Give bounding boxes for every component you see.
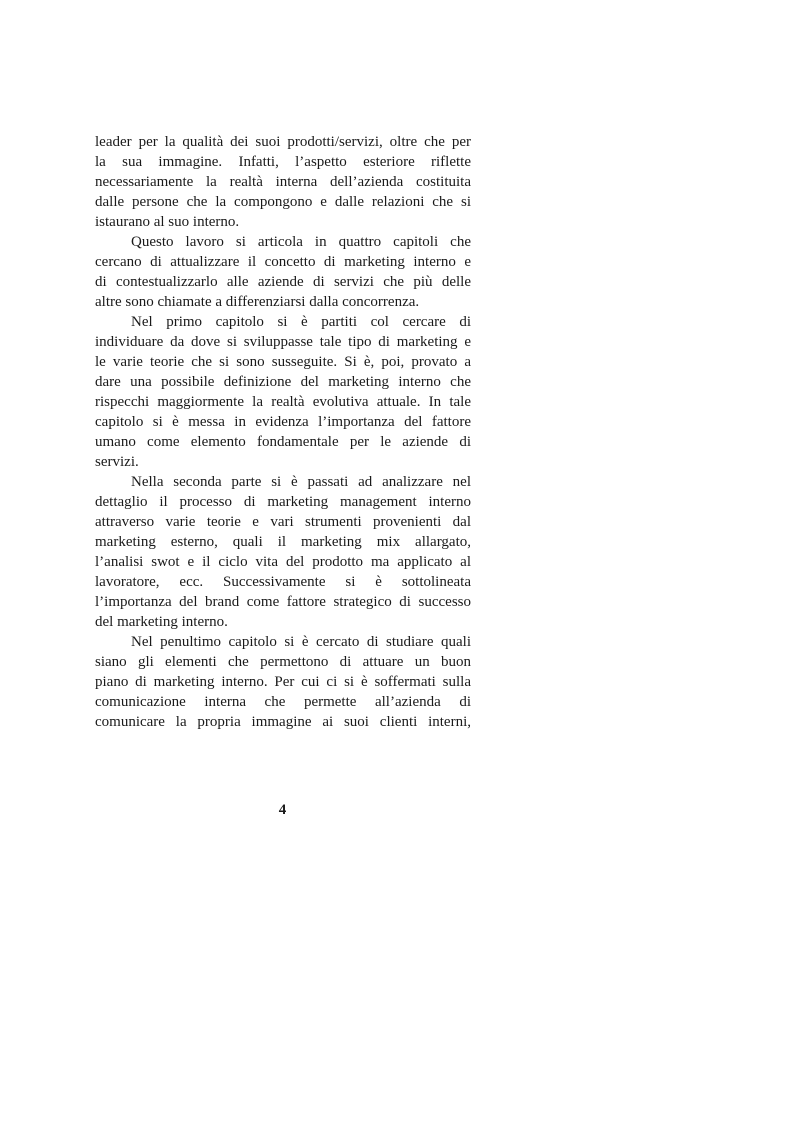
text-line: capitolo si è messa in evidenza l’importanza del fattore [95, 414, 471, 430]
text-line: marketing esterno, quali il marketing mix allargato, [95, 534, 471, 550]
text-line: altre sono chiamate a differenziarsi dalla concorrenza. [95, 294, 420, 310]
text-line: di contestualizzarlo alle aziende di servizi che più delle [95, 274, 471, 290]
text-line: Nel primo capitolo si è partiti col cercare di [131, 314, 471, 330]
text-line: cercano di attualizzare il concetto di marketing interno e [95, 254, 471, 270]
paragraph-1 [95, 132, 471, 232]
text-line: comunicare la propria immagine ai suoi clienti interni, [95, 714, 471, 730]
text-line: lavoratore, ecc. Successivamente si è sottolineata [95, 574, 471, 590]
text-line: l’analisi swot e il ciclo vita del prodotto ma applicato al [95, 554, 471, 570]
text-line: dalle persone che la compongono e dalle relazioni che si [95, 194, 471, 210]
page-number: 4 [278, 802, 287, 818]
text-line: umano come elemento fondamentale per le aziende di [95, 434, 471, 450]
text-line: comunicazione interna che permette all’azienda di [95, 694, 471, 710]
paragraph-2 [95, 232, 471, 312]
text-line: servizi. [95, 454, 139, 470]
text-line: la sua immagine. Infatti, l’aspetto esteriore riflette [95, 154, 471, 170]
paragraph-4 [95, 472, 471, 632]
text-line: Nel penultimo capitolo si è cercato di studiare quali [131, 634, 471, 650]
text-line: del marketing interno. [95, 614, 228, 630]
text-line: dettaglio il processo di marketing management interno [95, 494, 471, 510]
text-line: dare una possibile definizione del marketing interno che [95, 374, 471, 390]
text-line: attraverso varie teorie e vari strumenti provenienti dal [95, 514, 471, 530]
text-line: Questo lavoro si articola in quattro capitoli che [131, 234, 471, 250]
text-line: necessariamente la realtà interna dell’azienda costituita [95, 174, 471, 190]
text-line: le varie teorie che si sono susseguite. Si è, poi, provato a [95, 354, 471, 370]
text-line: individuare da dove si sviluppasse tale tipo di marketing e [95, 334, 471, 350]
text-line: leader per la qualità dei suoi prodotti/servizi, oltre che per [95, 134, 471, 150]
body-text [95, 132, 471, 732]
text-line: istaurano al suo interno. [95, 214, 240, 230]
text-line: piano di marketing interno. Per cui ci si è soffermati sulla [95, 674, 471, 690]
paragraph-3 [95, 312, 471, 472]
paragraph-5 [95, 632, 471, 732]
text-line: rispecchi maggiormente la realtà evolutiva attuale. In tale [95, 394, 471, 410]
text-line: l’importanza del brand come fattore strategico di successo [95, 594, 471, 610]
text-line: siano gli elementi che permettono di attuare un buon [95, 654, 471, 670]
text-line: Nella seconda parte si è passati ad analizzare nel [131, 474, 471, 490]
